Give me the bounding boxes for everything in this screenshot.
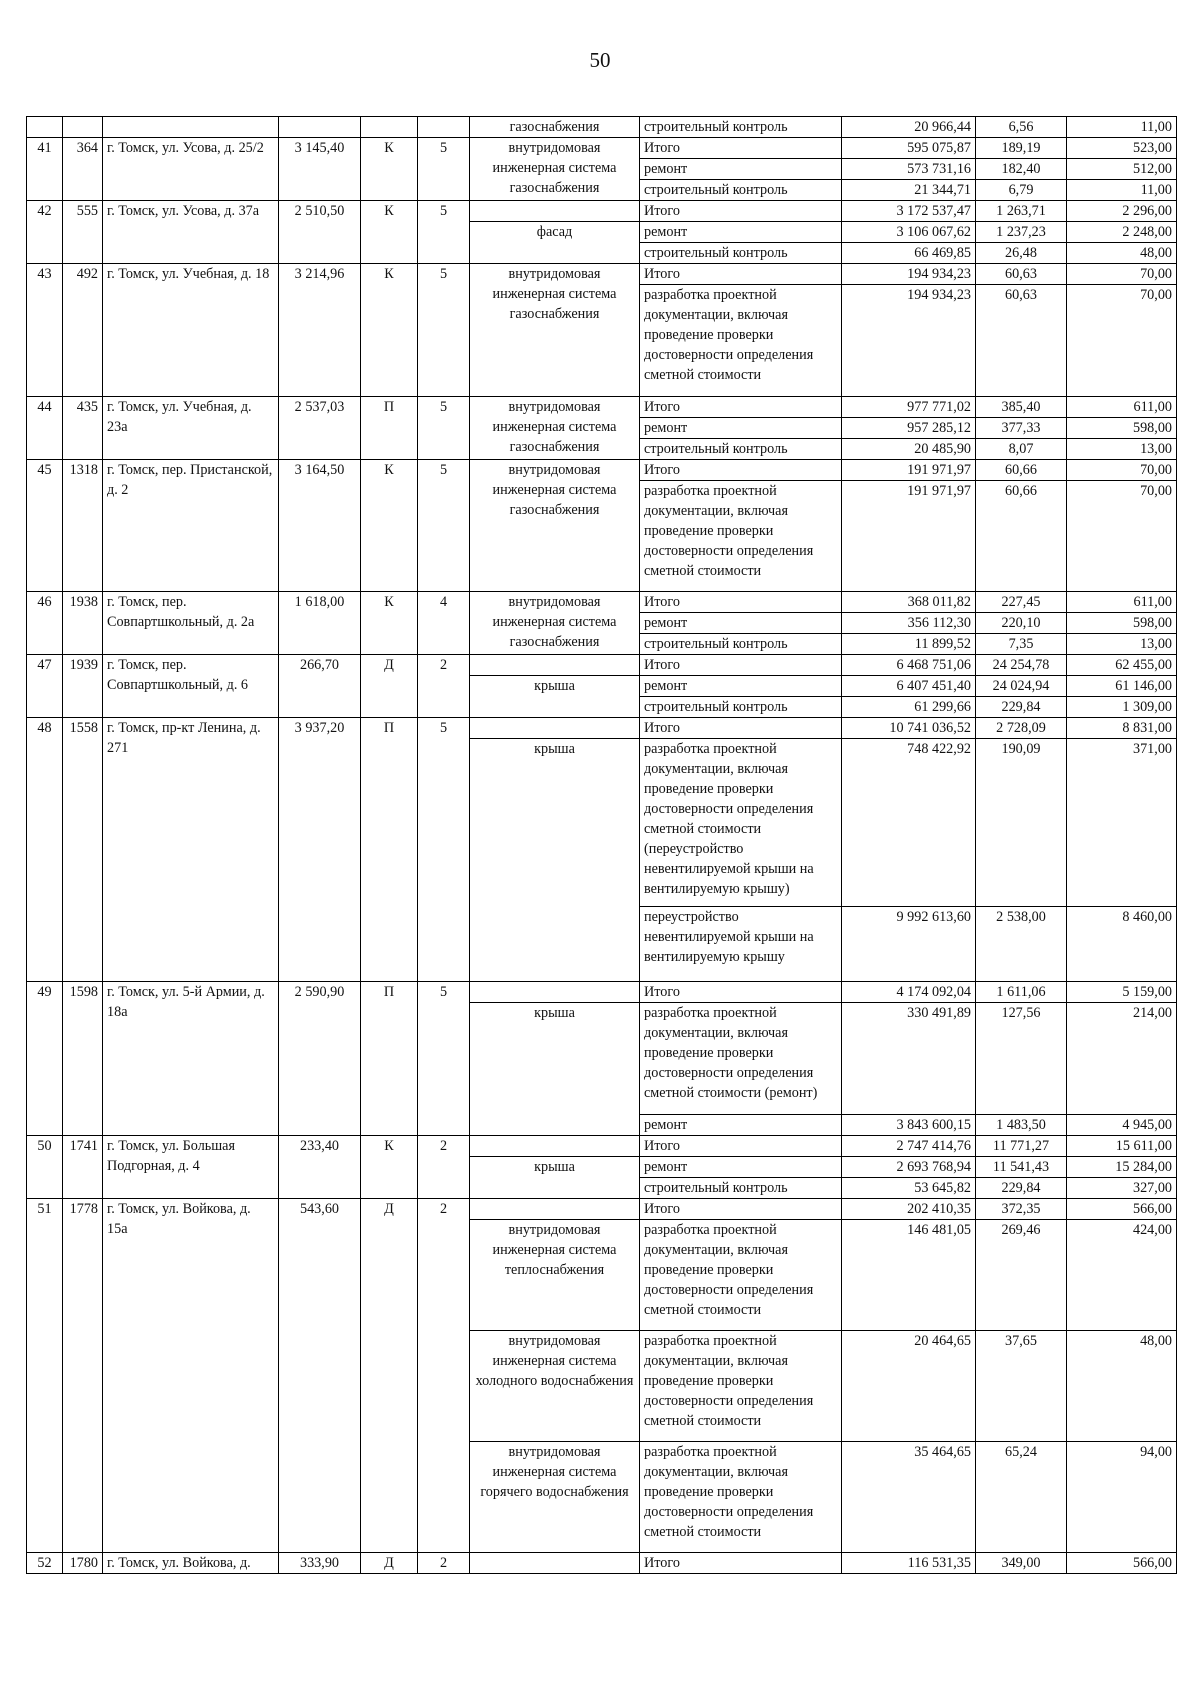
address-cell: г. Томск, пер. Пристанской, д. 2 [103,460,279,592]
empty-cell [27,117,63,138]
cost-cell: 191 971,97 [842,481,976,592]
per-sqm-cell: 220,10 [976,613,1067,634]
max-cost-cell: 598,00 [1067,418,1177,439]
area-cell: 3 937,20 [279,718,361,982]
max-cost-cell: 48,00 [1067,1331,1177,1442]
table-row [27,982,1177,1003]
per-sqm-cell: 60,66 [976,481,1067,592]
max-cost-cell: 512,00 [1067,159,1177,180]
house-code-cell: 1741 [63,1136,103,1199]
per-sqm-cell: 11 771,27 [976,1136,1067,1157]
row-number-cell: 47 [27,655,63,718]
wall-material-cell: Д [361,1553,418,1574]
cost-cell: 194 934,23 [842,285,976,397]
max-cost-cell: 4 945,00 [1067,1115,1177,1136]
empty-cell [63,117,103,138]
per-sqm-cell: 372,35 [976,1199,1067,1220]
max-cost-cell: 424,00 [1067,1220,1177,1331]
work-item-cell: разработка проектной документации, включая проведение проверки достоверности определения сметной стоимости [640,1331,842,1442]
floors-cell: 5 [418,138,470,201]
max-cost-cell: 2 248,00 [1067,222,1177,243]
work-item-cell: Итого [640,718,842,739]
house-code-cell: 1598 [63,982,103,1136]
max-cost-cell: 13,00 [1067,634,1177,655]
work-item-cell: ремонт [640,222,842,243]
cost-cell: 191 971,97 [842,460,976,481]
work-item-cell: Итого [640,982,842,1003]
row-number-cell: 41 [27,138,63,201]
work-item-cell: разработка проектной документации, включая проведение проверки достоверности определения сметной стоимости [640,481,842,592]
work-item-cell: ремонт [640,1115,842,1136]
max-cost-cell: 371,00 [1067,739,1177,907]
work-type-cell: внутридомовая инженерная система холодного водоснабжения [470,1331,640,1442]
per-sqm-cell: 349,00 [976,1553,1067,1574]
cost-cell: 6 468 751,06 [842,655,976,676]
table-row [27,201,1177,222]
repair-plan-table [26,116,1177,1574]
wall-material-cell: Д [361,655,418,718]
wall-material-cell: П [361,397,418,460]
work-item-cell: Итого [640,460,842,481]
house-code-cell: 1558 [63,718,103,982]
per-sqm-cell: 229,84 [976,1178,1067,1199]
max-cost-cell: 8 460,00 [1067,907,1177,982]
work-item-cell: ремонт [640,418,842,439]
address-cell: г. Томск, ул. 5-й Армии, д. 18а [103,982,279,1136]
per-sqm-cell: 385,40 [976,397,1067,418]
cost-cell: 3 172 537,47 [842,201,976,222]
address-cell: г. Томск, ул. Войкова, д. 15а [103,1199,279,1553]
per-sqm-cell: 377,33 [976,418,1067,439]
max-cost-cell: 70,00 [1067,264,1177,285]
max-cost-cell: 8 831,00 [1067,718,1177,739]
work-item-cell: разработка проектной документации, включая проведение проверки достоверности определения сметной стоимости [640,1442,842,1553]
floors-cell: 5 [418,718,470,982]
row-number-cell: 52 [27,1553,63,1574]
cost-cell: 53 645,82 [842,1178,976,1199]
floors-cell: 2 [418,655,470,718]
per-sqm-cell: 7,35 [976,634,1067,655]
work-type-cell [470,1136,640,1157]
area-cell: 333,90 [279,1553,361,1574]
row-number-cell: 51 [27,1199,63,1553]
work-item-cell: Итого [640,1553,842,1574]
per-sqm-cell: 24 024,94 [976,676,1067,697]
house-code-cell: 1939 [63,655,103,718]
row-number-cell: 50 [27,1136,63,1199]
per-sqm-cell: 60,66 [976,460,1067,481]
cost-cell: 2 693 768,94 [842,1157,976,1178]
floors-cell: 5 [418,460,470,592]
cost-cell: 356 112,30 [842,613,976,634]
cost-cell: 61 299,66 [842,697,976,718]
max-cost-cell: 48,00 [1067,243,1177,264]
cost-cell: 3 106 067,62 [842,222,976,243]
table-row [27,718,1177,739]
max-cost-cell: 611,00 [1067,592,1177,613]
work-type-cell: газоснабжения [470,117,640,138]
cost-cell: 957 285,12 [842,418,976,439]
work-item-cell: разработка проектной документации, включая проведение проверки достоверности определения сметной стоимости (переустройство невентилируемой крыши на вентилируемую крышу) [640,739,842,907]
cost-cell: 11 899,52 [842,634,976,655]
work-item-cell: Итого [640,592,842,613]
per-sqm-cell: 227,45 [976,592,1067,613]
work-item-cell: Итого [640,655,842,676]
per-sqm-cell: 24 254,78 [976,655,1067,676]
max-cost-cell: 1 309,00 [1067,697,1177,718]
max-cost-cell: 611,00 [1067,397,1177,418]
cost-cell: 6 407 451,40 [842,676,976,697]
area-cell: 233,40 [279,1136,361,1199]
max-cost-cell: 70,00 [1067,285,1177,397]
address-cell: г. Томск, ул. Учебная, д. 23а [103,397,279,460]
work-item-cell: ремонт [640,1157,842,1178]
wall-material-cell: К [361,1136,418,1199]
cost-cell: 202 410,35 [842,1199,976,1220]
work-item-cell: Итого [640,138,842,159]
wall-material-cell: Д [361,1199,418,1553]
work-item-cell: строительный контроль [640,180,842,201]
per-sqm-cell: 65,24 [976,1442,1067,1553]
per-sqm-cell: 2 538,00 [976,907,1067,982]
work-type-cell: внутридомовая инженерная система газоснабжения [470,138,640,201]
area-cell: 2 537,03 [279,397,361,460]
table-row [27,397,1177,418]
work-type-cell: крыша [470,1157,640,1199]
work-type-cell: внутридомовая инженерная система газоснабжения [470,397,640,460]
house-code-cell: 364 [63,138,103,201]
work-item-cell: строительный контроль [640,243,842,264]
item-cell: строительный контроль [640,117,842,138]
max-cost-cell: 566,00 [1067,1199,1177,1220]
cost-cell: 66 469,85 [842,243,976,264]
work-item-cell: разработка проектной документации, включая проведение проверки достоверности определения сметной стоимости (ремонт) [640,1003,842,1115]
per-sqm-cell: 11 541,43 [976,1157,1067,1178]
work-type-cell: внутридомовая инженерная система теплоснабжения [470,1220,640,1331]
max-cost-cell: 11,00 [1067,117,1177,138]
house-code-cell: 1938 [63,592,103,655]
page-number: 50 [589,48,611,72]
cost-cell: 35 464,65 [842,1442,976,1553]
address-cell: г. Томск, ул. Большая Подгорная, д. 4 [103,1136,279,1199]
per-sqm-cell: 26,48 [976,243,1067,264]
table-row [27,655,1177,676]
max-cost-cell: 94,00 [1067,1442,1177,1553]
work-type-cell: крыша [470,739,640,982]
per-sqm-cell: 60,63 [976,285,1067,397]
cost-cell: 9 992 613,60 [842,907,976,982]
work-type-cell [470,718,640,739]
per-sqm-cell: 190,09 [976,739,1067,907]
house-code-cell: 492 [63,264,103,397]
area-cell: 543,60 [279,1199,361,1553]
floors-cell: 5 [418,201,470,264]
per-sqm-cell: 1 263,71 [976,201,1067,222]
cost-cell: 146 481,05 [842,1220,976,1331]
area-cell: 3 214,96 [279,264,361,397]
per-sqm-cell: 1 237,23 [976,222,1067,243]
work-type-cell [470,655,640,676]
house-code-cell: 435 [63,397,103,460]
per-sqm-cell: 6,79 [976,180,1067,201]
work-item-cell: строительный контроль [640,439,842,460]
row-number-cell: 45 [27,460,63,592]
empty-cell [103,117,279,138]
work-type-cell [470,1553,640,1574]
max-cost-cell: 523,00 [1067,138,1177,159]
area-cell: 3 164,50 [279,460,361,592]
wall-material-cell: К [361,592,418,655]
work-item-cell: строительный контроль [640,634,842,655]
floors-cell: 2 [418,1199,470,1553]
work-item-cell: Итого [640,264,842,285]
work-type-cell [470,982,640,1003]
wall-material-cell: К [361,264,418,397]
row-number-cell: 44 [27,397,63,460]
wall-material-cell: К [361,138,418,201]
per-sqm-cell: 189,19 [976,138,1067,159]
area-cell: 3 145,40 [279,138,361,201]
max-cost-cell: 327,00 [1067,1178,1177,1199]
cost-cell: 116 531,35 [842,1553,976,1574]
max-cost-cell: 2 296,00 [1067,201,1177,222]
house-code-cell: 1318 [63,460,103,592]
cost-cell: 977 771,02 [842,397,976,418]
max-cost-cell: 13,00 [1067,439,1177,460]
per-sqm-cell: 1 611,06 [976,982,1067,1003]
work-item-cell: Итого [640,1136,842,1157]
area-cell: 2 510,50 [279,201,361,264]
address-cell: г. Томск, ул. Войкова, д. [103,1553,279,1574]
work-type-cell [470,1199,640,1220]
area-cell: 266,70 [279,655,361,718]
cost-cell: 20 966,44 [842,117,976,138]
work-type-cell: фасад [470,222,640,264]
cost-cell: 20 485,90 [842,439,976,460]
row-number-cell: 46 [27,592,63,655]
per-sqm-cell: 37,65 [976,1331,1067,1442]
per-sqm-cell: 6,56 [976,117,1067,138]
per-sqm-cell: 60,63 [976,264,1067,285]
work-item-cell: разработка проектной документации, включая проведение проверки достоверности определения сметной стоимости [640,1220,842,1331]
wall-material-cell: П [361,718,418,982]
max-cost-cell: 11,00 [1067,180,1177,201]
max-cost-cell: 70,00 [1067,460,1177,481]
max-cost-cell: 15 284,00 [1067,1157,1177,1178]
table-row [27,1553,1177,1574]
table-row [27,460,1177,481]
max-cost-cell: 598,00 [1067,613,1177,634]
address-cell: г. Томск, пер. Совпартшкольный, д. 6 [103,655,279,718]
work-item-cell: ремонт [640,613,842,634]
max-cost-cell: 15 611,00 [1067,1136,1177,1157]
table-row [27,138,1177,159]
empty-cell [418,117,470,138]
cost-cell: 573 731,16 [842,159,976,180]
per-sqm-cell: 127,56 [976,1003,1067,1115]
work-item-cell: строительный контроль [640,1178,842,1199]
floors-cell: 5 [418,264,470,397]
cost-cell: 10 741 036,52 [842,718,976,739]
floors-cell: 5 [418,397,470,460]
row-number-cell: 49 [27,982,63,1136]
area-cell: 2 590,90 [279,982,361,1136]
per-sqm-cell: 1 483,50 [976,1115,1067,1136]
table-row [27,1136,1177,1157]
cost-cell: 368 011,82 [842,592,976,613]
work-type-cell: крыша [470,676,640,718]
address-cell: г. Томск, ул. Усова, д. 25/2 [103,138,279,201]
cost-cell: 4 174 092,04 [842,982,976,1003]
per-sqm-cell: 229,84 [976,697,1067,718]
wall-material-cell: П [361,982,418,1136]
work-type-cell [470,201,640,222]
max-cost-cell: 214,00 [1067,1003,1177,1115]
empty-cell [361,117,418,138]
work-item-cell: ремонт [640,676,842,697]
cost-cell: 3 843 600,15 [842,1115,976,1136]
cost-cell: 20 464,65 [842,1331,976,1442]
table-row [27,592,1177,613]
max-cost-cell: 62 455,00 [1067,655,1177,676]
house-code-cell: 1778 [63,1199,103,1553]
work-item-cell: Итого [640,397,842,418]
house-code-cell: 1780 [63,1553,103,1574]
work-item-cell: переустройство невентилируемой крыши на вентилируемую крышу [640,907,842,982]
cost-cell: 748 422,92 [842,739,976,907]
cost-cell: 2 747 414,76 [842,1136,976,1157]
house-code-cell: 555 [63,201,103,264]
row-number-cell: 42 [27,201,63,264]
work-type-cell: внутридомовая инженерная система газоснабжения [470,592,640,655]
cost-cell: 194 934,23 [842,264,976,285]
work-item-cell: Итого [640,201,842,222]
work-item-cell: Итого [640,1199,842,1220]
table-row [27,1199,1177,1220]
row-number-cell: 43 [27,264,63,397]
wall-material-cell: К [361,201,418,264]
table-row [27,117,1177,138]
max-cost-cell: 70,00 [1067,481,1177,592]
per-sqm-cell: 8,07 [976,439,1067,460]
work-item-cell: разработка проектной документации, включая проведение проверки достоверности определения сметной стоимости [640,285,842,397]
area-cell: 1 618,00 [279,592,361,655]
per-sqm-cell: 182,40 [976,159,1067,180]
per-sqm-cell: 269,46 [976,1220,1067,1331]
address-cell: г. Томск, пер. Совпартшкольный, д. 2а [103,592,279,655]
floors-cell: 2 [418,1136,470,1199]
work-item-cell: ремонт [640,159,842,180]
work-type-cell: внутридомовая инженерная система газоснабжения [470,460,640,592]
cost-cell: 330 491,89 [842,1003,976,1115]
row-number-cell: 48 [27,718,63,982]
floors-cell: 5 [418,982,470,1136]
work-type-cell: внутридомовая инженерная система горячего водоснабжения [470,1442,640,1553]
work-item-cell: строительный контроль [640,697,842,718]
work-type-cell: внутридомовая инженерная система газоснабжения [470,264,640,397]
empty-cell [279,117,361,138]
wall-material-cell: К [361,460,418,592]
floors-cell: 2 [418,1553,470,1574]
table-body [27,117,1177,1574]
address-cell: г. Томск, ул. Усова, д. 37а [103,201,279,264]
work-type-cell: крыша [470,1003,640,1136]
max-cost-cell: 5 159,00 [1067,982,1177,1003]
floors-cell: 4 [418,592,470,655]
table-row [27,264,1177,285]
max-cost-cell: 566,00 [1067,1553,1177,1574]
cost-cell: 21 344,71 [842,180,976,201]
address-cell: г. Томск, пр-кт Ленина, д. 271 [103,718,279,982]
address-cell: г. Томск, ул. Учебная, д. 18 [103,264,279,397]
cost-cell: 595 075,87 [842,138,976,159]
per-sqm-cell: 2 728,09 [976,718,1067,739]
max-cost-cell: 61 146,00 [1067,676,1177,697]
